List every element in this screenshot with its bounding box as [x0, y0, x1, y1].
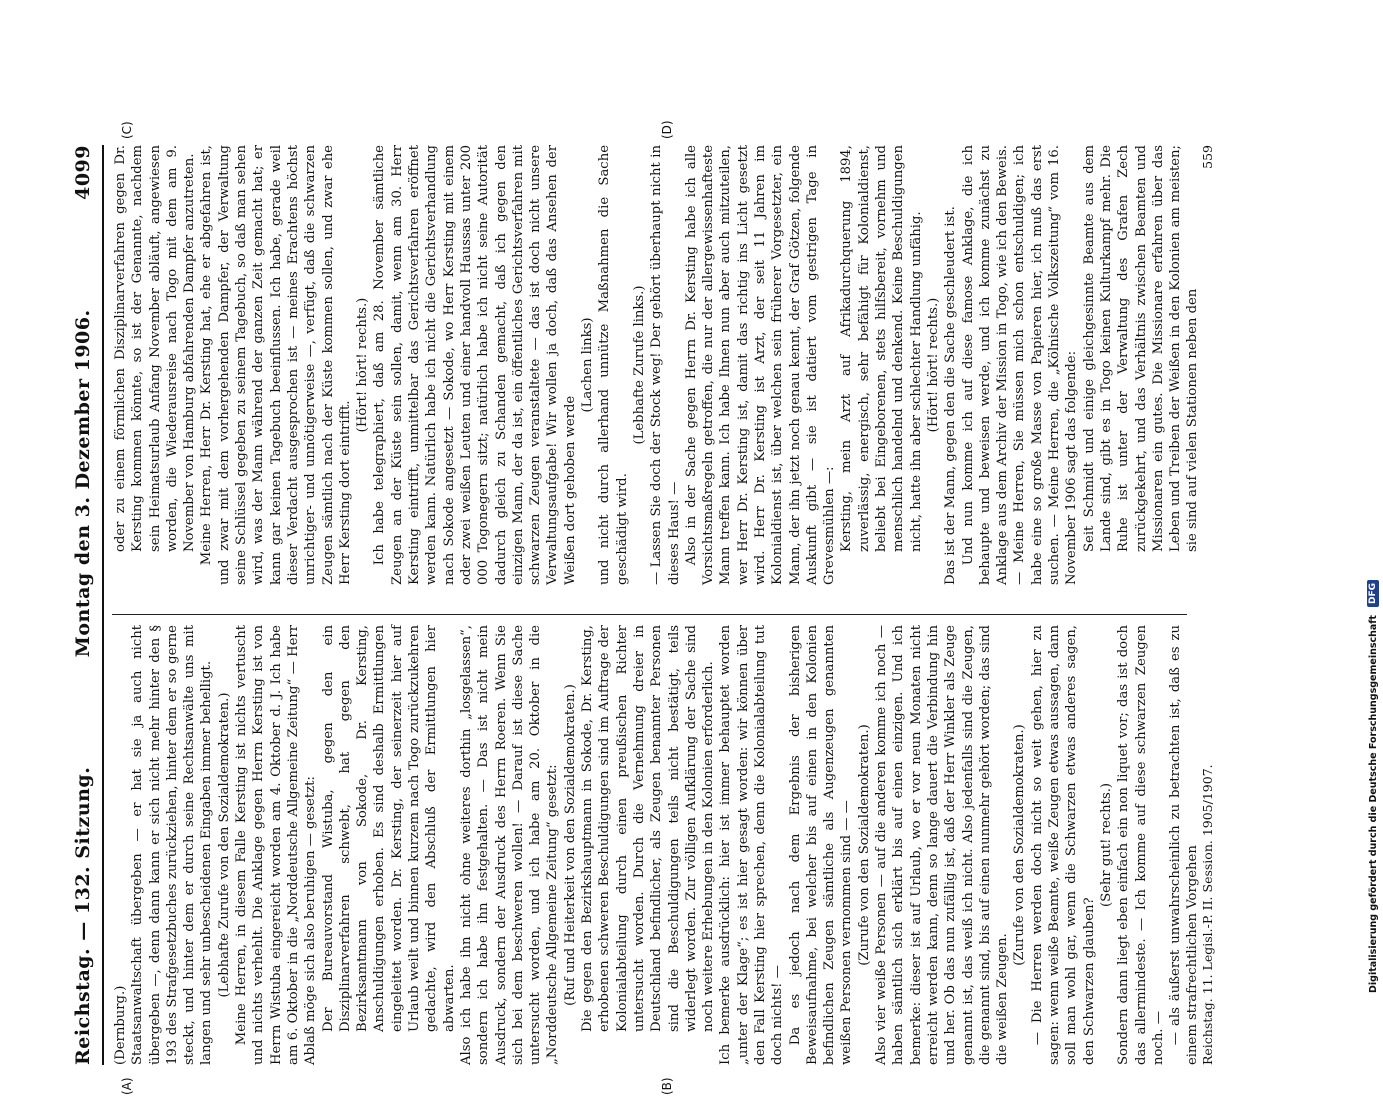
paragraph: (Hört! hört! rechts.)	[925, 297, 941, 433]
header-date: Montag den 3. Dezember 1906.	[72, 309, 94, 658]
paragraph: (Ruf und Heiterkeit von den Sozialdemokraten.)	[562, 684, 578, 1006]
paragraph: — Die Herren werden doch nicht so weit gehen, hier zu sagen: wenn weiße Beamte, weiße Zeugen etwas aussagen, dann soll man wohl gar, wenn die Schwarzen etwas anderes sagen, den Schwarzen glauben?	[1029, 625, 1097, 1065]
margin-letter-c: (C)	[120, 121, 134, 139]
header-left: Reichstag. — 132. Sitzung.	[72, 766, 94, 1065]
paragraph: oder zu einem förmlichen Disziplinarverfahren gegen Dr. Kersting kommen könnte, so ist der Genannte, nachdem sein Heimatsurlaub Anfang November abläuft, angewiesen worden, die Wiederausreise nach Togo mit dem am 9. November von Hamburg abfahrenden Dampfer anzutreten.	[113, 145, 198, 552]
paragraph: Der Bureauvorstand Wistuba, gegen den ein Disziplinarverfahren schwebt, hat gegen den Bezirksamtmann von Sokode, Dr. Kersting, Anschuldigungen erhoben. Es sind deshalb Ermittlungen eingeleitet worden. Dr. Kersting, der seinerzeit hier auf Urlaub weilt und binnen kurzem nach Togo zurückzukehren gedachte, wird den Abschluß der Ermittlungen hier abwarten.	[320, 625, 457, 1032]
rotated-page-content	[60, 105, 1310, 1105]
paragraph: Also ich habe ihn nicht ohne weiteres dorthin „losgelassen“, sondern ich habe ihn festgehalten. — Das ist nicht mein Ausdruck, sondern der Ausdruck des Herrn Roeren. Wenn Sie sich bei dem beschweren wollen! — Darauf ist diese Sache untersucht worden, und ich habe am 20. Oktober in die „Norddeutsche Allgemeine Zeitung“ gesetzt:	[458, 625, 561, 1065]
paragraph: Staatsanwaltschaft übergeben — er hat sie ja auch nicht übergeben —, denn dann kann er sich nicht mehr hinter den § 193 des Strafgesetzbuches zurückziehen, hinter dem er so gerne steckt, und hinter dem er durch seine Rechtsanwälte uns mit langen und sehr unbescheidenen Eingaben immer behelligt.	[130, 625, 215, 1065]
left-text-column	[112, 625, 1201, 1065]
paragraph: (Hört! hört! rechts.)	[355, 297, 371, 433]
paragraph: Die gegen den Bezirkshauptmann in Sokode, Dr. Kersting, erhobenen schweren Beschuldigungen sind im Auftrage der Kolonialabteilung durch einen preußischen Richter untersucht worden. Durch die Vernehmung dreier in Deutschland befindlicher, als Zeugen benannter Personen sind die Beschuldigungen teils nicht bestätigt, teils widerlegt worden. Zur völligen Aufklärung der Sache sind noch weitere Erhebungen in den Kolonien erforderlich.	[580, 625, 717, 1032]
paragraph: Also in der Sache gegen Herrn Dr. Kersting habe ich alle Vorsichtsmaßregeln getroffen, die nur der allergewissenhafteste Mann treffen kann. Ich habe Ihnen nun aber auch mitzuteilen, wer Herr Dr. Kersting ist, damit das richtig ins Licht gesetzt wird. Herr Dr. Kersting ist Arzt, der seit 11 Jahren im Kolonialdienst ist, über welchen sein früherer Vorgesetzter, ein Mann, der ihn jetzt noch genau kennt, der Graf Götzen, folgende Auskunft gibt — sie ist datiert vom gestrigen Tage in Grevesmühlen —:	[683, 145, 838, 585]
dfg-logo: DFG	[1367, 580, 1379, 607]
paragraph: und nicht durch allerhand unnütze Maßnahmen die Sache geschädigt wird.	[597, 145, 630, 585]
margin-letter-a: (A)	[120, 1077, 134, 1095]
footer-session: Reichstag. 11. Legisl.-P. II. Session. 1905/1907.	[1200, 764, 1215, 1065]
paragraph: Und nun komme ich auf diese famose Anklage, die ich behaupte und beweisen werde, und ich komme zunächst zu Anklage aus dem Archiv der Mission in Togo, wie ich den Beweis. — Meine Herren, Sie müssen mich schon entschuldigen; ich habe eine so große Masse von Papieren hier, ich muß das erst suchen. — Meine Herren, die „Kölnische Volkszeitung“ vom 16. November 1906 sagt das folgende:	[960, 145, 1080, 585]
paragraph: (Lebhafte Zurufe links.)	[631, 285, 647, 445]
footer-sheet-number: 559	[1200, 145, 1215, 169]
paragraph: (Lebhafte Zurufe von den Sozialdemokraten.)	[216, 692, 232, 998]
paragraph: (Zurufe von den Sozialdemokraten.)	[1012, 724, 1028, 966]
paragraph: Das ist der Mann, gegen den die Sache geschleudert ist.	[943, 206, 959, 585]
paragraph: Ich habe telegraphiert, daß am 28. November sämtliche Zeugen an der Küste sein sollen, damit, wenn am 30. Herr Kersting eintrifft, unmittelbar das Gerichtsverfahren eröffnet werden kann. Natürlich habe ich nicht die Gerichtsverhandlung nach Sokode angesetzt — Sokode, wo Herr Kersting mit einem oder zwei weißen Leuten und einer handvoll Haussas unter 200 000 Togonegern sitzt; natürlich habe ich nicht seine Autorität dadurch gleich zu Schanden gemacht, daß ich gegen den einzigen Mann, der da ist, ein öffentliches Gerichtsverfahren mit schwarzen Zeugen veranstaltete — das ist doch nicht unsere Verwaltungsaufgabe! Wir wollen ja doch, daß das Ansehen der Weißen dort gehoben werde	[372, 145, 578, 585]
digitization-credit	[1364, 8, 1382, 993]
paragraph: Ich bemerke ausdrücklich: hier ist immer behauptet worden „unter der Klage“; es ist hier gesagt worden: wir können über den Fall Kersting hier sprechen, denn die Kolonialabteilung tut doch nichts! —	[718, 625, 786, 1065]
paragraph: (Sehr gut! rechts.)	[1098, 782, 1114, 908]
paragraph: Da es jedoch nach dem Ergebnis der bisherigen Beweisaufnahme, bei welcher bis auf einen in den Kolonien befindlichen Zeugen sämtliche als Augenzeugen genannten weißen Personen vernommen sind — —	[787, 625, 855, 1065]
paragraph: (Dernburg.)	[113, 985, 128, 1065]
page-header	[68, 145, 98, 1065]
paragraph: — als äußerst unwahrscheinlich zu betrachten ist, daß es zu einem strafrechtlichen Vorgehen	[1168, 625, 1201, 1065]
header-rule	[102, 145, 104, 1065]
paragraph: Seit Schmidt und einige gleichgesinnte Beamte aus dem Lande sind, gibt es in Togo keinen Kulturkampf mehr. Die Ruhe ist unter der Verwaltung des Grafen Zech zurückgekehrt, und das Verhältnis zwischen Beamten und Missionaren ein gutes. Die Missionare erfahren über das Leben und Treiben der Weißen in den Kolonien am meisten; sie sind auf vielen Stationen neben den	[1081, 145, 1201, 552]
margin-letter-b: (B)	[660, 1077, 674, 1095]
paragraph: Meine Herren, in diesem Falle Kersting ist nichts vertuscht und nichts verhehlt. Die Anklage gegen Herrn Kersting ist von Herrn Wistuba eingereicht worden am 4. Oktober d. J. Ich habe am 6. Oktober in die „Norddeutsche Allgemeine Zeitung“ — Herr Ablaß möge sich also beruhigen — gesetzt:	[234, 625, 319, 1065]
paragraph: Meine Herren, Herr Dr. Kersting hat, ehe er abgefahren ist, und zwar mit dem vorhergehenden Dampfer, der Verwaltung seine Schlüssel gegeben zu seinem Tagebuch, so daß man sehen wird, was der Mann während der ganzen Zeit gemacht hat; er kann gar keinen Tagebuch beeinflussen. Ich habe, gerade weil dieser Verdacht ausgesprochen ist — meines Erachtens höchst unrichtiger- und unnötigerweise —, verfügt, daß die schwarzen Zeugen sämtlich nach der Küste kommen sollen, und zwar ehe Herr Kersting dort eintrifft.	[199, 145, 353, 585]
column-divider	[112, 614, 1187, 615]
paragraph: Sondern dann liegt eben einfach ein non liquet vor; das ist doch das allermindeste. — Ich komme auf diese schwarzen Zeugen noch. —	[1116, 625, 1166, 1065]
right-text-column	[112, 145, 1201, 585]
paragraph: (Lachen links)	[580, 317, 596, 413]
paragraph: Kersting, mein Arzt auf Afrikadurchquerung 1894, zuverlässig, energisch, sehr befähigt für Kolonialdienst, beliebt bei Eingeborenen, stets hilfsbereit, vornehm und menschlich handelnd und denkend. Keine Beschuldigungen nicht, hatte ihn aber schlechter Handlung unfähig.	[839, 145, 924, 552]
paragraph: — Lassen Sie doch der Stock weg! Der gehört überhaupt nicht in dieses Haus! —	[649, 145, 682, 585]
margin-letter-d: (D)	[660, 120, 674, 139]
paragraph: (Zurufe von den Sozialdemokraten.)	[856, 724, 872, 966]
page-number: 4099	[72, 145, 94, 200]
page-footer	[1200, 145, 1222, 1065]
credit-text: Digitalisierung gefördert durch die Deutsche Forschungsgemeinschaft	[1367, 615, 1379, 993]
paragraph: Also vier weiße Personen — auf die anderen komme ich noch — haben sämtlich sich erklärt bis auf einen einzigen. Und ich bemerke: dieser ist auf Urlaub, wo er vor neun Monaten nicht erreicht werden kann, denn so lange dauert die Verbindung hin und her. Ob das nun zufällig ist, daß der Herr Winkler als Zeuge genannt ist, das weiß ich nicht. Also jedenfalls sind die Zeugen, die genannt sind, bis auf einen nunmehr gehört worden; das sind die weißen Zeugen.	[874, 625, 1011, 1065]
